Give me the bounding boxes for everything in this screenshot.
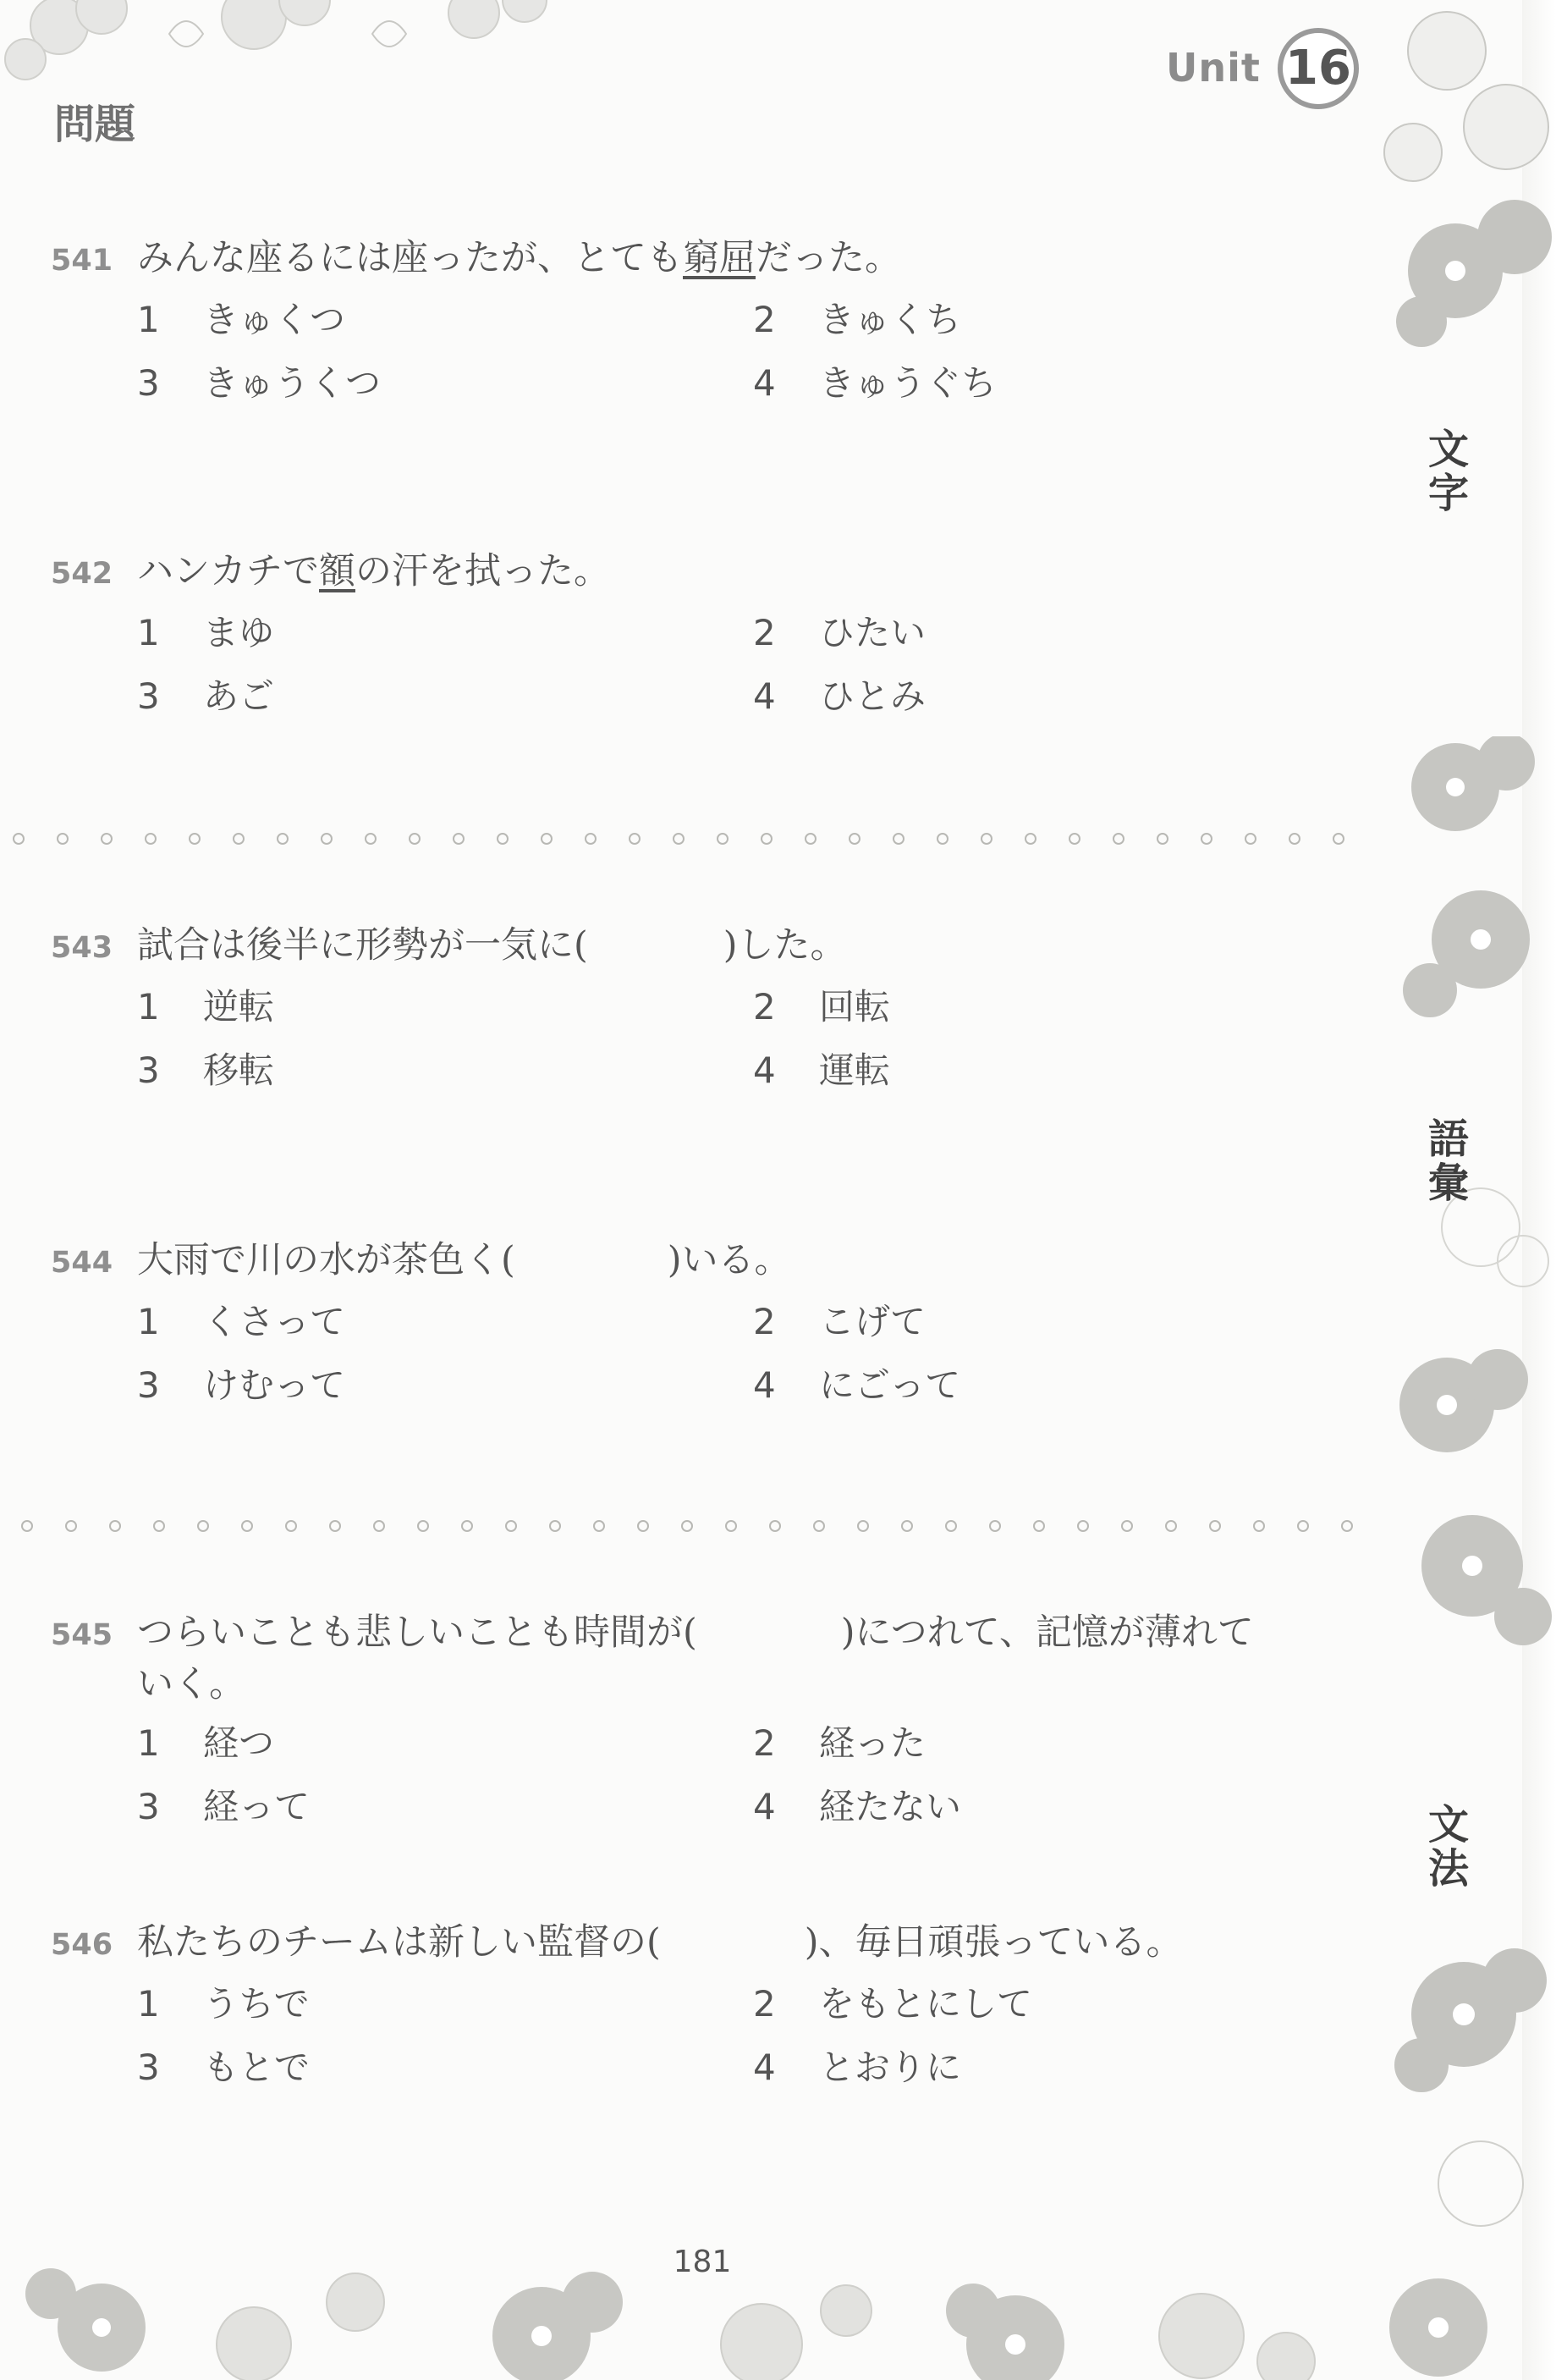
answer-option[interactable]: 1 うちで xyxy=(137,1983,310,2025)
question-546 xyxy=(51,1918,1371,2092)
unit-badge xyxy=(1151,21,1396,106)
answer-option[interactable]: 1 まゆ xyxy=(137,612,275,653)
question-number: 544 xyxy=(51,1246,113,1280)
answer-options xyxy=(51,1297,1371,1410)
flower-decoration-bottom xyxy=(0,2201,1556,2380)
question-stem xyxy=(51,234,1371,285)
answer-option[interactable]: 3 けむって xyxy=(137,1364,346,1406)
answer-option[interactable]: 4 ひとみ xyxy=(753,675,926,717)
answer-options xyxy=(51,1719,1371,1832)
answer-option[interactable]: 2 回転 xyxy=(753,986,891,1027)
question-544 xyxy=(51,1236,1371,1410)
question-number: 541 xyxy=(51,244,113,278)
answer-option[interactable]: 3 あご xyxy=(137,675,275,717)
answer-option[interactable]: 2 経った xyxy=(753,1722,926,1764)
answer-options xyxy=(51,609,1371,721)
unit-label: Unit xyxy=(1166,45,1261,91)
answer-option[interactable]: 2 ひたい xyxy=(753,612,926,653)
question-number: 543 xyxy=(51,931,113,965)
side-tab-moji xyxy=(1423,427,1474,515)
unit-number: 16 xyxy=(1285,41,1351,96)
answer-option[interactable]: 2 をもとにして xyxy=(753,1983,1033,2025)
question-text: ハンカチで額の汗を拭った。 xyxy=(137,550,610,592)
question-text: 私たちのチームは新しい監督の( )、毎日頑張っている。 xyxy=(137,1921,1183,1964)
answer-options xyxy=(51,295,1371,408)
flower-decoration-right-middle xyxy=(1354,736,1556,1710)
answer-option[interactable]: 4 運転 xyxy=(753,1050,891,1091)
answer-options xyxy=(51,1980,1371,2092)
page-number: 181 xyxy=(673,2245,732,2279)
answer-option[interactable]: 4 きゅうぐち xyxy=(753,362,998,404)
answer-option[interactable]: 4 経たない xyxy=(753,1786,962,1827)
side-tab-bunpou xyxy=(1423,1803,1474,1891)
side-tab-label: 文 法 xyxy=(1427,1801,1469,1892)
question-text: 試合は後半に形勢が一気に( )した。 xyxy=(137,924,847,967)
question-stem xyxy=(51,1236,1371,1287)
answer-option[interactable]: 1 きゅくつ xyxy=(137,299,346,340)
answer-option[interactable]: 3 きゅうくつ xyxy=(137,362,382,404)
section-title: 問題 xyxy=(54,101,136,148)
flower-decoration-top-left xyxy=(0,0,592,93)
question-text-continuation: いく。 xyxy=(137,1663,246,1705)
underlined-word: 額 xyxy=(319,550,355,592)
question-543 xyxy=(51,921,1371,1095)
answer-option[interactable]: 1 逆転 xyxy=(137,986,275,1027)
answer-option[interactable]: 4 にごって xyxy=(753,1364,961,1406)
side-tab-goi xyxy=(1423,1117,1474,1205)
dotted-divider xyxy=(8,831,1379,846)
question-545 xyxy=(51,1608,1371,1832)
question-541 xyxy=(51,234,1371,408)
question-stem xyxy=(51,1918,1371,1970)
answer-option[interactable]: 1 くさって xyxy=(137,1301,346,1342)
question-number: 542 xyxy=(51,557,113,591)
underlined-word: 窮屈 xyxy=(683,237,756,279)
answer-option[interactable]: 1 経つ xyxy=(137,1722,275,1764)
question-542 xyxy=(51,547,1371,721)
answer-option[interactable]: 3 移転 xyxy=(137,1050,275,1091)
side-tab-label: 語 彙 xyxy=(1427,1116,1469,1207)
question-text: つらいことも悲しいことも時間が( )につれて、記憶が薄れて xyxy=(137,1611,1254,1654)
question-number: 545 xyxy=(51,1618,113,1652)
answer-option[interactable]: 2 こげて xyxy=(753,1301,926,1342)
question-stem xyxy=(51,547,1371,598)
question-text: 大雨で川の水が茶色く( )いる。 xyxy=(137,1239,791,1281)
question-stem xyxy=(51,1608,1371,1660)
side-tab-label: 文 字 xyxy=(1427,426,1469,517)
answer-option[interactable]: 4 とおりに xyxy=(753,2047,962,2088)
answer-option[interactable]: 3 経って xyxy=(137,1786,311,1827)
question-text: みんな座るには座ったが、とても窮屈だった。 xyxy=(137,237,901,279)
dotted-divider xyxy=(8,1518,1379,1534)
answer-options xyxy=(51,983,1371,1095)
answer-option[interactable]: 2 きゅくち xyxy=(753,299,962,340)
question-stem xyxy=(51,921,1371,972)
question-number: 546 xyxy=(51,1928,113,1962)
answer-option[interactable]: 3 もとで xyxy=(137,2047,311,2088)
